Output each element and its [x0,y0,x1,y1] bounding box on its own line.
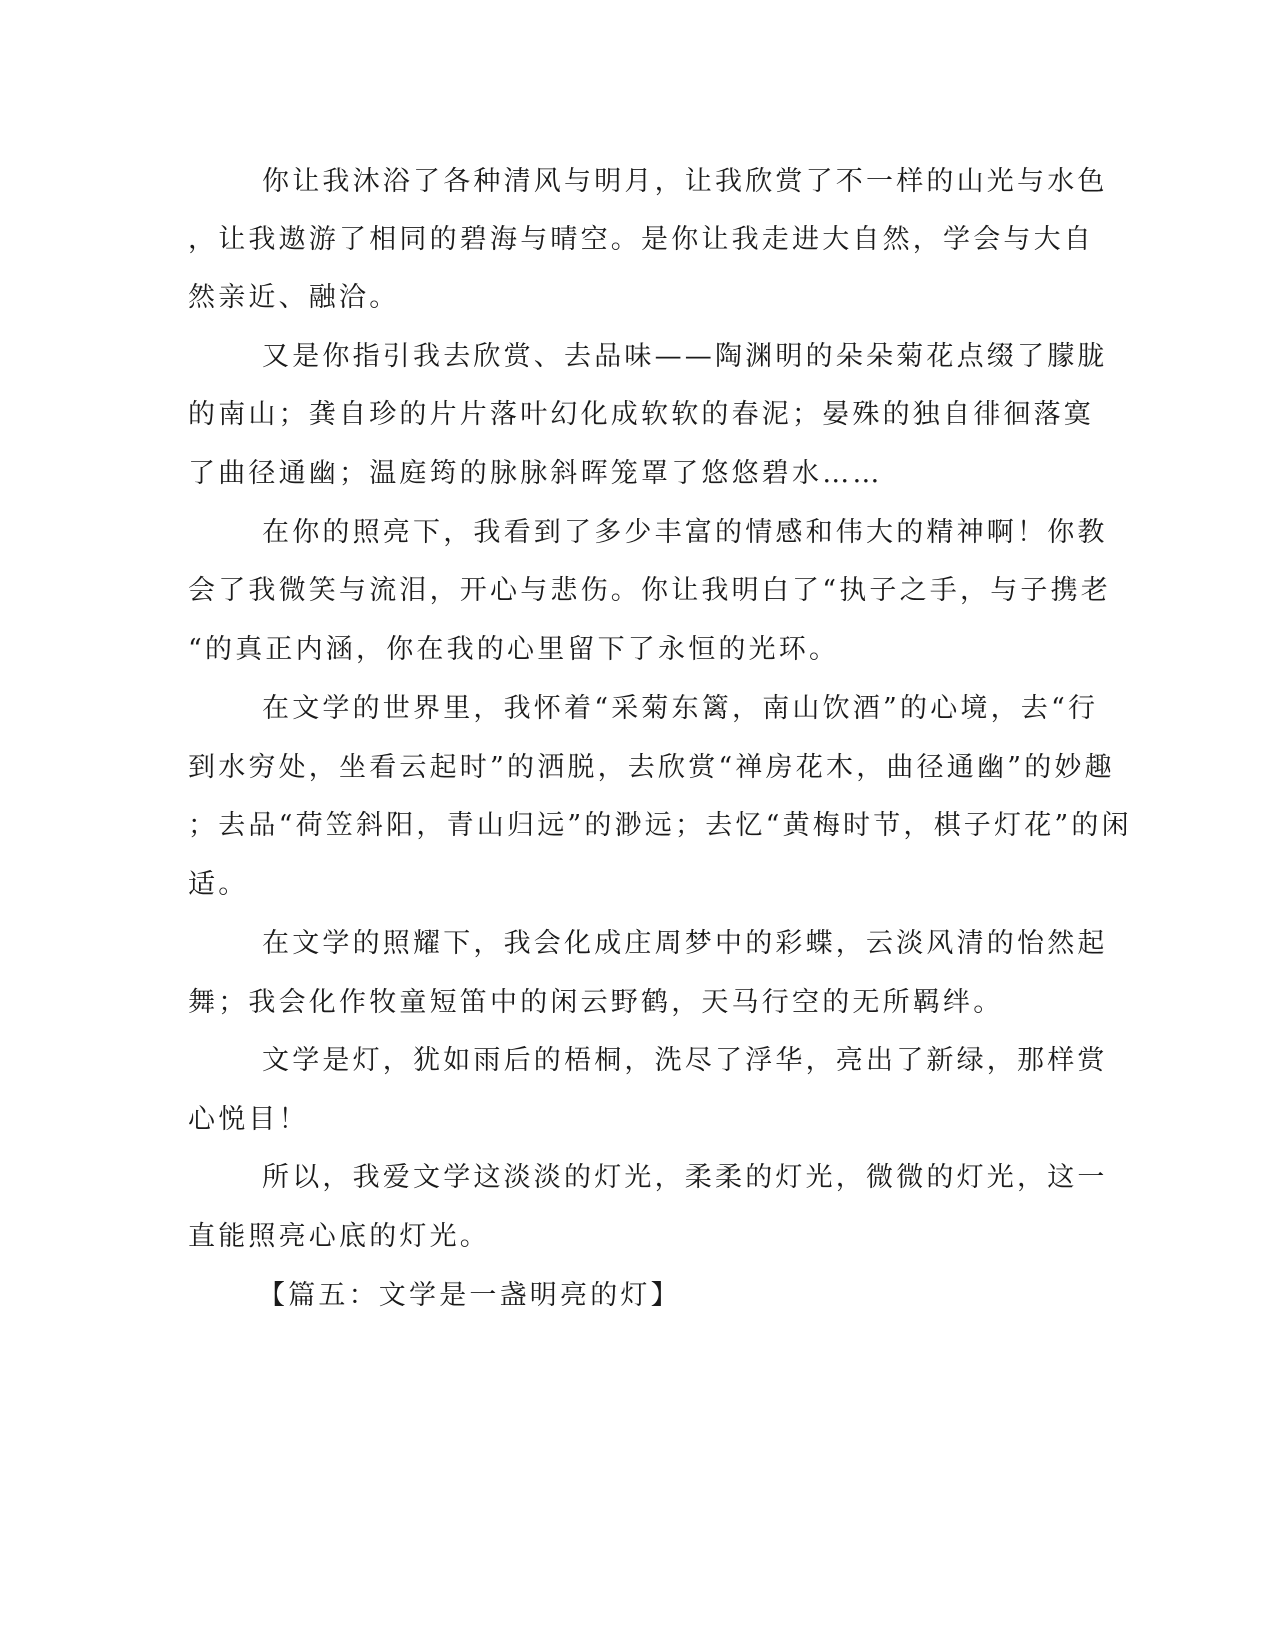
paragraph-4-line-1: 在文学的世界里，我怀着“采菊东篱，南山饮酒”的心境，去“行 [262,693,1099,724]
paragraph-4-line-2: 到水穷处，坐看云起时”的洒脱，去欣赏“禅房花木，曲径通幽”的妙趣 [188,752,1115,783]
paragraph-2-line-3: 了曲径通幽；温庭筠的脉脉斜晖笼罩了悠悠碧水…… [188,458,883,489]
paragraph-5-line-2: 舞；我会化作牧童短笛中的闲云野鹤，天马行空的无所羁绊。 [188,987,1004,1018]
paragraph-1-line-2: ，让我遨游了相同的碧海与晴空。是你让我走进大自然，学会与大自 [188,224,1094,255]
paragraph-2-line-2: 的南山；龚自珍的片片落叶幻化成软软的春泥；晏殊的独自徘徊落寞 [188,399,1094,430]
paragraph-4-line-3: ；去品“荷笠斜阳，青山归远”的渺远；去忆“黄梅时节，棋子灯花”的闲 [188,810,1132,841]
paragraph-2-line-1: 又是你指引我去欣赏、去品味——陶渊明的朵朵菊花点缀了朦胧 [262,341,1108,372]
paragraph-3-line-2: 会了我微笑与流泪，开心与悲伤。你让我明白了“执子之手，与子携老 [188,575,1112,606]
paragraph-6-line-1: 文学是灯，犹如雨后的梧桐，洗尽了浮华，亮出了新绿，那样赏 [262,1045,1108,1076]
paragraph-3-line-1: 在你的照亮下，我看到了多少丰富的情感和伟大的精神啊！你教 [262,517,1108,548]
paragraph-4-line-4: 适。 [188,869,249,900]
paragraph-6-line-2: 心悦目！ [188,1104,309,1135]
paragraph-1-line-3: 然亲近、融洽。 [188,282,400,313]
paragraph-1-line-1: 你让我沐浴了各种清风与明月，让我欣赏了不一样的山光与水色 [262,166,1108,197]
paragraph-7-line-2: 直能照亮心底的灯光。 [188,1221,490,1252]
section-heading: 【篇五：文学是一盏明亮的灯】 [258,1280,681,1311]
paragraph-3-line-3: “的真正内涵，你在我的心里留下了永恒的光环。 [188,634,840,665]
paragraph-5-line-1: 在文学的照耀下，我会化成庄周梦中的彩蝶，云淡风清的怡然起 [262,928,1108,959]
paragraph-7-line-1: 所以，我爱文学这淡淡的灯光，柔柔的灯光，微微的灯光，这一 [262,1162,1108,1193]
